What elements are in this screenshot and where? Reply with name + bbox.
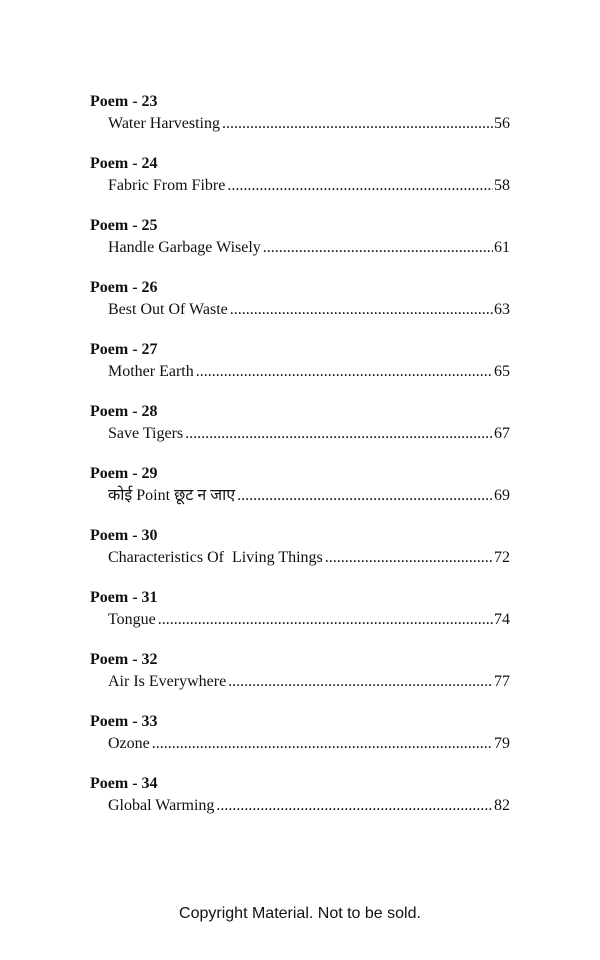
poem-title: Characteristics Of Living Things bbox=[108, 549, 323, 566]
toc-line bbox=[108, 422, 510, 446]
toc-line bbox=[108, 360, 510, 384]
poem-title: Global Warming bbox=[108, 797, 215, 814]
poem-title: Mother Earth bbox=[108, 363, 194, 380]
dot-leader bbox=[152, 732, 493, 756]
poem-number: Poem - 31 bbox=[90, 589, 158, 606]
poem-number: Poem - 30 bbox=[90, 527, 158, 544]
poem-number: Poem - 24 bbox=[90, 155, 158, 172]
toc-line bbox=[108, 794, 510, 818]
toc-entry bbox=[90, 650, 510, 712]
toc-line bbox=[108, 112, 510, 136]
poem-title: Best Out Of Waste bbox=[108, 301, 228, 318]
table-of-contents bbox=[90, 92, 510, 836]
page-number: 63 bbox=[494, 301, 510, 318]
dot-leader bbox=[228, 670, 493, 694]
page-number: 77 bbox=[494, 673, 510, 690]
toc-entry bbox=[90, 588, 510, 650]
page-number: 72 bbox=[494, 549, 510, 566]
poem-title: Ozone bbox=[108, 735, 150, 752]
poem-number: Poem - 29 bbox=[90, 465, 158, 482]
page-number: 74 bbox=[494, 611, 510, 628]
page-number: 56 bbox=[494, 115, 510, 132]
toc-entry bbox=[90, 712, 510, 774]
page-number: 67 bbox=[494, 425, 510, 442]
toc-line bbox=[108, 732, 510, 756]
dot-leader bbox=[196, 360, 493, 384]
toc-line bbox=[108, 670, 510, 694]
toc-line bbox=[108, 298, 510, 322]
poem-number: Poem - 28 bbox=[90, 403, 158, 420]
toc-line bbox=[108, 174, 510, 198]
poem-number: Poem - 34 bbox=[90, 775, 158, 792]
toc-entry bbox=[90, 154, 510, 216]
toc-entry bbox=[90, 216, 510, 278]
poem-title: Water Harvesting bbox=[108, 115, 220, 132]
toc-entry bbox=[90, 774, 510, 836]
dot-leader bbox=[237, 484, 493, 508]
page-number: 79 bbox=[494, 735, 510, 752]
toc-line bbox=[108, 608, 510, 632]
dot-leader bbox=[222, 112, 493, 136]
dot-leader bbox=[325, 546, 493, 570]
poem-number: Poem - 26 bbox=[90, 279, 158, 296]
copyright-notice: Copyright Material. Not to be sold. bbox=[179, 905, 421, 922]
toc-entry bbox=[90, 526, 510, 588]
toc-entry bbox=[90, 402, 510, 464]
toc-entry bbox=[90, 92, 510, 154]
dot-leader bbox=[227, 174, 493, 198]
poem-number: Poem - 25 bbox=[90, 217, 158, 234]
poem-title: Fabric From Fibre bbox=[108, 177, 226, 194]
poem-number: Poem - 27 bbox=[90, 341, 158, 358]
poem-number: Poem - 32 bbox=[90, 651, 158, 668]
poem-title: Tongue bbox=[108, 611, 156, 628]
dot-leader bbox=[185, 422, 493, 446]
page-number: 82 bbox=[494, 797, 510, 814]
poem-title: Handle Garbage Wisely bbox=[108, 239, 261, 256]
poem-title: Air Is Everywhere bbox=[108, 673, 227, 690]
toc-entry bbox=[90, 278, 510, 340]
toc-entry bbox=[90, 340, 510, 402]
page-number: 58 bbox=[494, 177, 510, 194]
poem-title: Save Tigers bbox=[108, 425, 184, 442]
poem-title: कोई Point छूट न जाए bbox=[108, 487, 236, 504]
dot-leader bbox=[230, 298, 493, 322]
toc-line bbox=[108, 484, 510, 508]
page-number: 61 bbox=[494, 239, 510, 256]
dot-leader bbox=[216, 794, 493, 818]
page-number: 65 bbox=[494, 363, 510, 380]
poem-number: Poem - 23 bbox=[90, 93, 158, 110]
toc-line bbox=[108, 546, 510, 570]
poem-number: Poem - 33 bbox=[90, 713, 158, 730]
toc-entry bbox=[90, 464, 510, 526]
page-number: 69 bbox=[494, 487, 510, 504]
dot-leader bbox=[158, 608, 493, 632]
dot-leader bbox=[263, 236, 493, 260]
toc-line bbox=[108, 236, 510, 260]
